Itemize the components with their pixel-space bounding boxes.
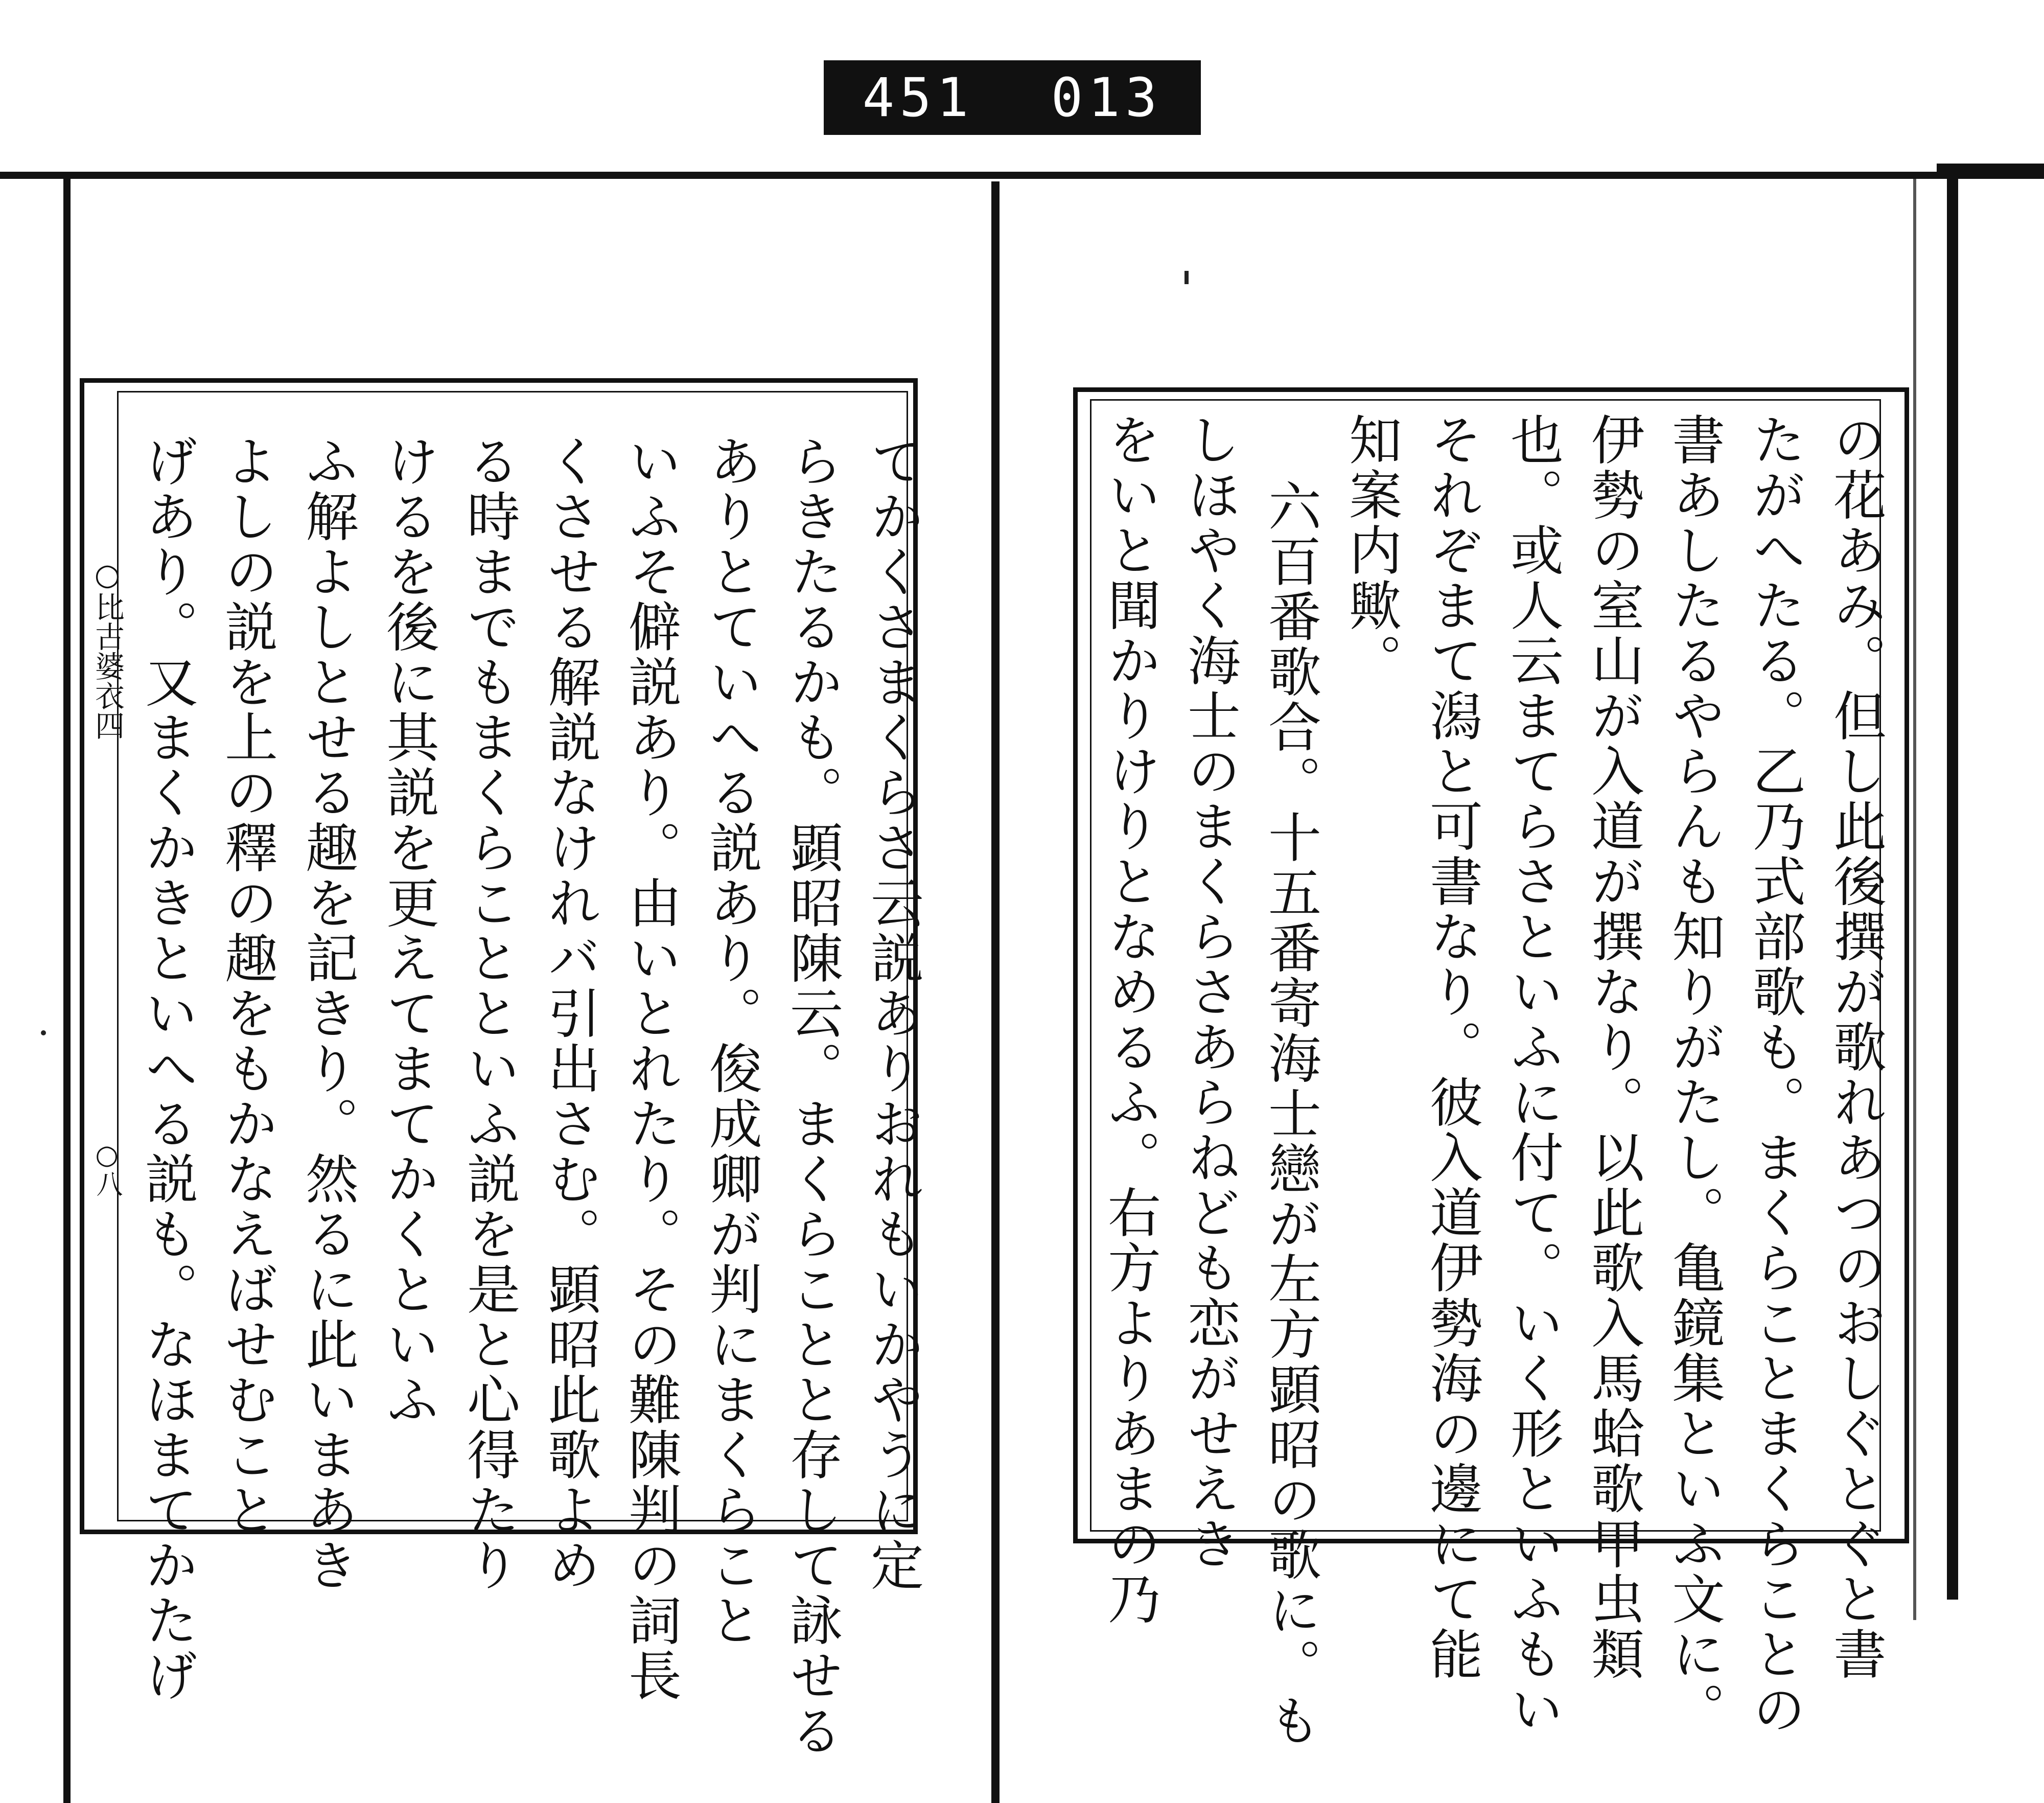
right-column-6: それぞまて潟と可書なり。彼入道伊勢海の邊にて能: [1421, 412, 1483, 1682]
left-text-frame: [80, 378, 924, 1759]
right-column-3: 書あしたるやらんも知りがたし。亀鏡集といふ文に。: [1663, 412, 1725, 1737]
right-column-4: 伊勢の室山が入道が撰なり。以此歌入馬蛤歌甲虫類: [1582, 412, 1644, 1682]
left-column-5: くさせる解説なけれバ引出さむ。顕昭此歌よめ: [539, 434, 601, 1593]
right-text-frame: [1073, 387, 1909, 1748]
right-page-edge: [1947, 179, 1958, 1600]
left-column-7: けるを後に其説を更えてまてかくといふ: [377, 434, 439, 1427]
running-title: ○比古婆衣四: [90, 557, 125, 740]
top-border-line: [0, 172, 2044, 179]
left-column-8: ふ解よしとせる趣を記きり。然るに此いまあき: [296, 434, 359, 1593]
scan-speck: [41, 1030, 46, 1035]
left-column-9: よしの説を上の釋の趣をもかなえばせむこと: [216, 434, 278, 1538]
top-border-line-right: [1937, 164, 2044, 179]
right-text-block: [1099, 412, 1887, 1748]
page-number: ○八: [91, 1140, 122, 1197]
right-column-2: たがへたる。乙乃式部歌も。まくらことまくらことの: [1744, 412, 1806, 1737]
archive-label-left: 451: [862, 66, 974, 129]
right-column-8: 六百番歌合。十五番寄海士戀が左方顕昭の歌に。も: [1259, 479, 1321, 1748]
right-column-5: 也。或人云まてらさといふに付て。いく形といふもい: [1501, 412, 1564, 1737]
archive-label: [824, 60, 1201, 135]
right-column-7: 知案内歟。: [1340, 412, 1402, 688]
left-column-4: いふそ僻説あり。由いとれたり。その難陳判の詞長: [619, 434, 682, 1703]
right-page-edge-inner: [1913, 179, 1916, 1620]
left-text-block: [136, 434, 924, 1759]
scan-speck: [1184, 271, 1189, 284]
left-column-2: らきたるかも。顕昭陳云。まくらことと存して詠せる: [781, 434, 843, 1759]
archive-label-right: 013: [1051, 66, 1163, 129]
right-column-9: しほやく海士のまくらさあらねども恋がせえき: [1178, 412, 1241, 1571]
left-column-1: てかくさまくらさ云説ありおれもいかやうに定: [862, 434, 924, 1593]
left-page-edge: [63, 179, 71, 1803]
book-spine: [991, 181, 1000, 1803]
right-column-1: の花あみ。但し此後撰が歌れあつのおしぐとぐと書: [1824, 412, 1887, 1682]
right-column-10: をいと聞かりけりとなめるふ。右方よりあまの乃: [1099, 412, 1161, 1627]
left-column-6: る時までもまくらことといふ説を是と心得たり: [458, 434, 520, 1593]
left-column-3: ありとていへる説あり。俊成卿が判にまくらこと: [700, 434, 762, 1648]
left-column-10: げあり。又まくかきといへる説も。なほまてかたげ: [136, 434, 198, 1703]
